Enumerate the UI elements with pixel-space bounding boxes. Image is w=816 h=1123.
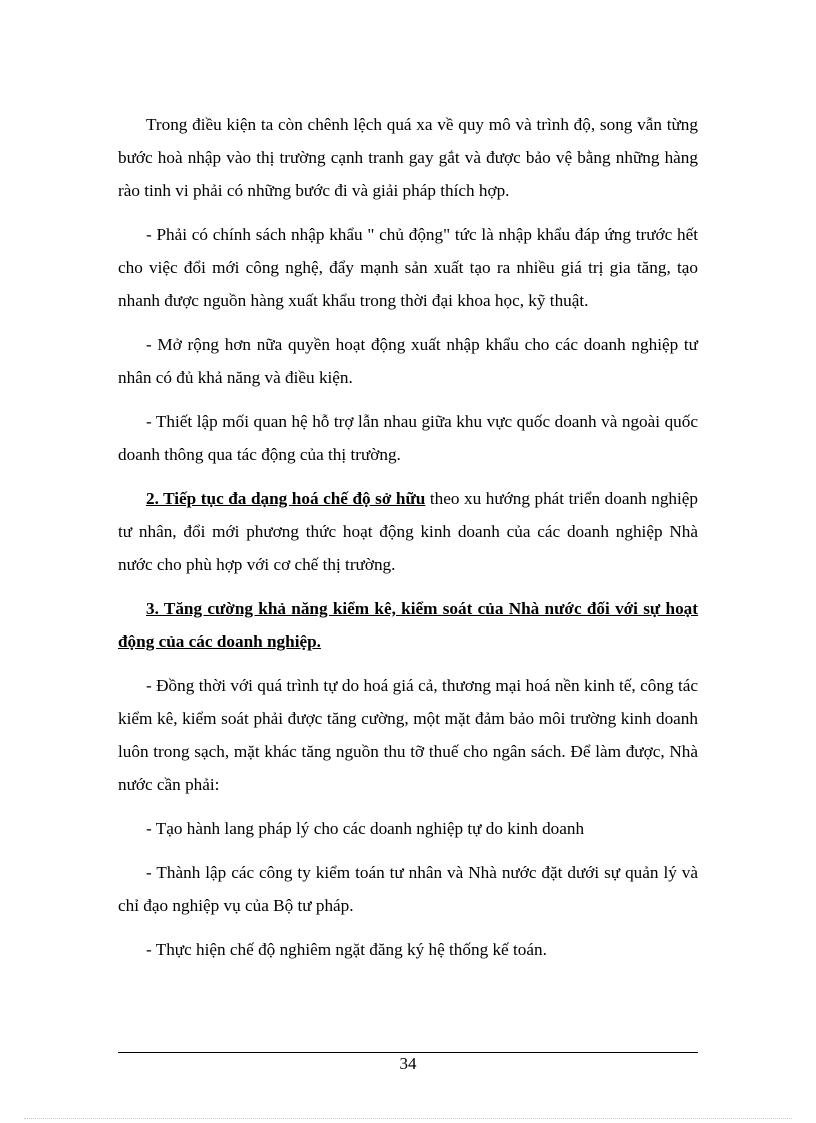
page-content <box>118 108 698 977</box>
paragraph-import-policy: - Phải có chính sách nhập khẩu " chủ động" tức là nhập khẩu đáp ứng trước hết cho việc đổi mới công nghệ, đẩy mạnh sản xuất tạo ra nhiều giá trị gia tăng, tạo nhanh được nguồn hàng xuất khẩu trong thời đại khoa học, kỹ thuật. <box>118 225 698 310</box>
paragraph-accounting-registration: - Thực hiện chế độ nghiêm ngặt đăng ký hệ thống kế toán. <box>146 940 547 959</box>
section-2-text: theo xu hướng phát triển doanh nghiệp tư nhân, đổi mới phương thức hoạt động kinh doanh của các doanh nghiệp Nhà nước cho phù hợp với cơ chế thị trường. <box>118 489 698 574</box>
paragraph-audit-companies: - Thành lập các công ty kiểm toán tư nhân và Nhà nước đặt dưới sự quản lý và chỉ đạo nghiệp vụ của Bộ tư pháp. <box>118 863 698 915</box>
paragraph-intro: Trong điều kiện ta còn chênh lệch quá xa về quy mô và trình độ, song vẫn từng bước hoà nhập vào thị trường cạnh tranh gay gắt và được bảo vệ bằng những hàng rào tinh vi phải có những bước đi và giải pháp thích hợp. <box>118 115 698 200</box>
footer-divider <box>118 1052 698 1053</box>
section-2-heading: 2. Tiếp tục đa dạng hoá chế độ sở hữu <box>146 489 426 508</box>
paragraph-legal-corridor: - Tạo hành lang pháp lý cho các doanh nghiệp tự do kinh doanh <box>146 819 585 838</box>
paragraph-expand-rights: - Mở rộng hơn nữa quyền hoạt động xuất nhập khẩu cho các doanh nghiệp tư nhân có đủ khả năng và điều kiện. <box>118 335 698 387</box>
paragraph-section-2 <box>118 482 698 581</box>
paragraph-mutual-support: - Thiết lập mối quan hệ hỗ trợ lẫn nhau giữa khu vực quốc doanh và ngoài quốc doanh thông qua tác động của thị trường. <box>118 412 698 464</box>
section-3-heading: 3. Tăng cường khả năng kiểm kê, kiểm soát của Nhà nước đối với sự hoạt động của các doanh nghiệp. <box>118 599 698 651</box>
page-bottom-border <box>24 1118 792 1119</box>
page-number: 34 <box>399 1054 417 1073</box>
paragraph-price-liberalization: - Đồng thời với quá trình tự do hoá giá cả, thương mại hoá nền kinh tế, công tác kiểm kê, kiểm soát phải được tăng cường, một mặt đảm bảo môi trường kinh doanh luôn trong sạch, mặt khác tăng nguồn thu tỡ thuế cho ngân sách. Để làm được, Nhà nước cần phải: <box>118 676 698 794</box>
